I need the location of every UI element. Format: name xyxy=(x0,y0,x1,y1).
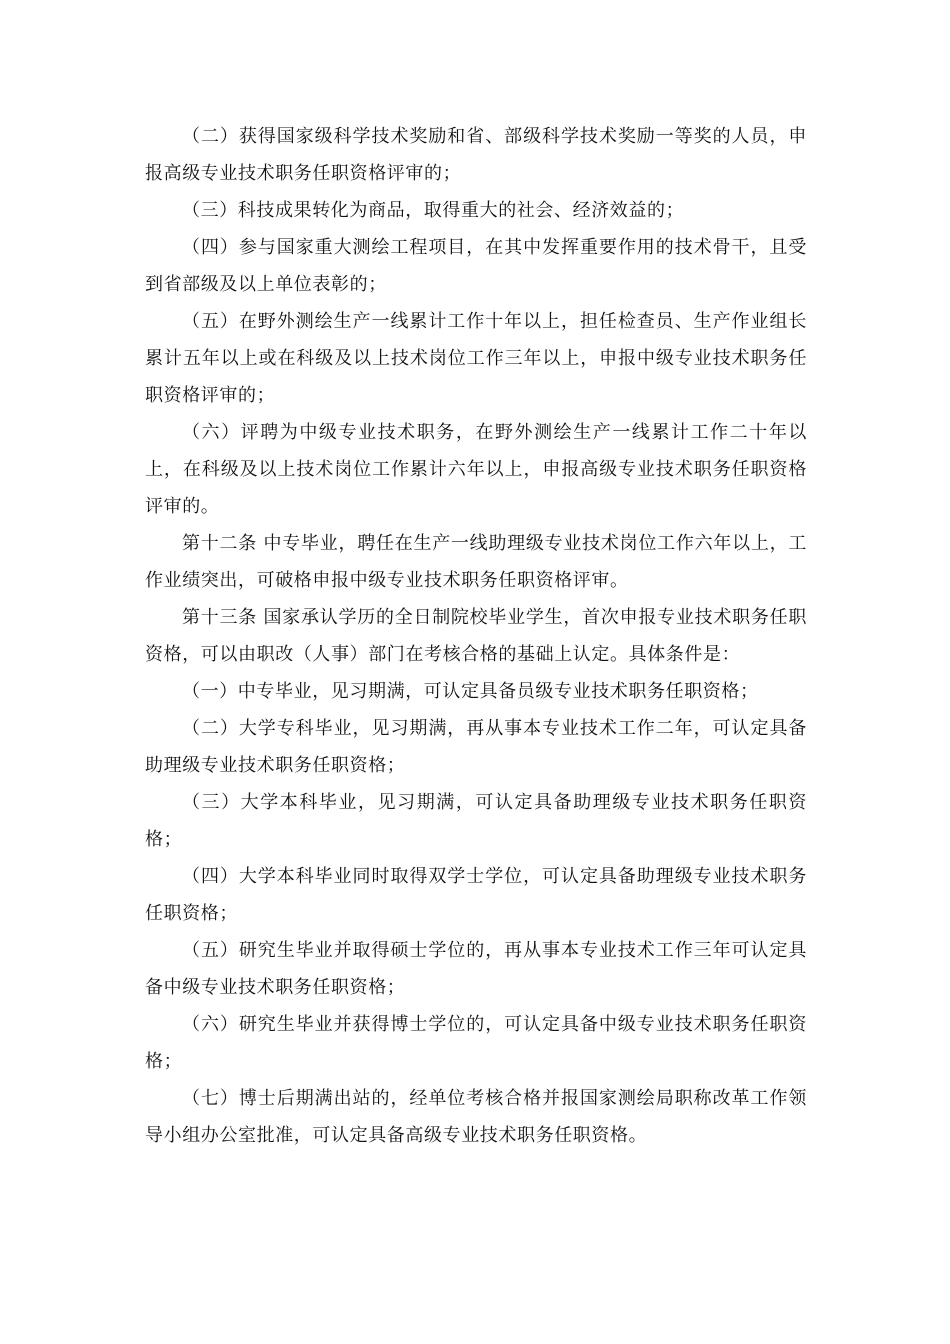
article-13-item-5: （五）研究生毕业并取得硕士学位的，再从事本专业技术工作三年可认定具备中级专业技术职务任职资格； xyxy=(145,940,807,998)
article-13-item-4: （四）大学本科毕业同时取得双学士学位，可认定具备助理级专业技术职务任职资格； xyxy=(145,866,807,924)
clause-3-paragraph: （三）科技成果转化为商品，取得重大的社会、经济效益的； xyxy=(182,200,685,221)
clause-2-paragraph: （二）获得国家级科学技术奖励和省、部级科学技术奖励一等奖的人员，申报高级专业技术职务任职资格评审的； xyxy=(145,126,807,184)
article-13-paragraph: 第十三条 国家承认学历的全日制院校毕业学生，首次申报专业技术职务任职资格，可以由职改（人事）部门在考核合格的基础上认定。具体条件是： xyxy=(145,607,807,665)
article-13-item-1: （一）中专毕业，见习期满，可认定具备员级专业技术职务任职资格； xyxy=(182,681,759,702)
clause-6-paragraph: （六）评聘为中级专业技术职务，在野外测绘生产一线累计工作二十年以上，在科级及以上技术岗位工作累计六年以上，申报高级专业技术职务任职资格评审的。 xyxy=(145,422,807,517)
clause-4-paragraph: （四）参与国家重大测绘工程项目，在其中发挥重要作用的技术骨干，且受到省部级及以上单位表彰的； xyxy=(145,237,807,295)
article-13-item-3: （三）大学本科毕业，见习期满，可认定具备助理级专业技术职务任职资格； xyxy=(145,792,807,850)
document-body xyxy=(145,118,807,1154)
article-13-item-2: （二）大学专科毕业，见习期满，再从事本专业技术工作二年，可认定具备助理级专业技术职务任职资格； xyxy=(145,718,807,776)
article-13-item-7: （七）博士后期满出站的，经单位考核合格并报国家测绘局职称改革工作领导小组办公室批准，可认定具备高级专业技术职务任职资格。 xyxy=(145,1088,807,1146)
clause-5-paragraph: （五）在野外测绘生产一线累计工作十年以上，担任检查员、生产作业组长累计五年以上或在科级及以上技术岗位工作三年以上，申报中级专业技术职务任职资格评审的； xyxy=(145,311,807,406)
article-13-item-6: （六）研究生毕业并获得博士学位的，可认定具备中级专业技术职务任职资格； xyxy=(145,1014,807,1072)
article-12-paragraph: 第十二条 中专毕业，聘任在生产一线助理级专业技术岗位工作六年以上，工作业绩突出，可破格申报中级专业技术职务任职资格评审。 xyxy=(145,533,807,591)
